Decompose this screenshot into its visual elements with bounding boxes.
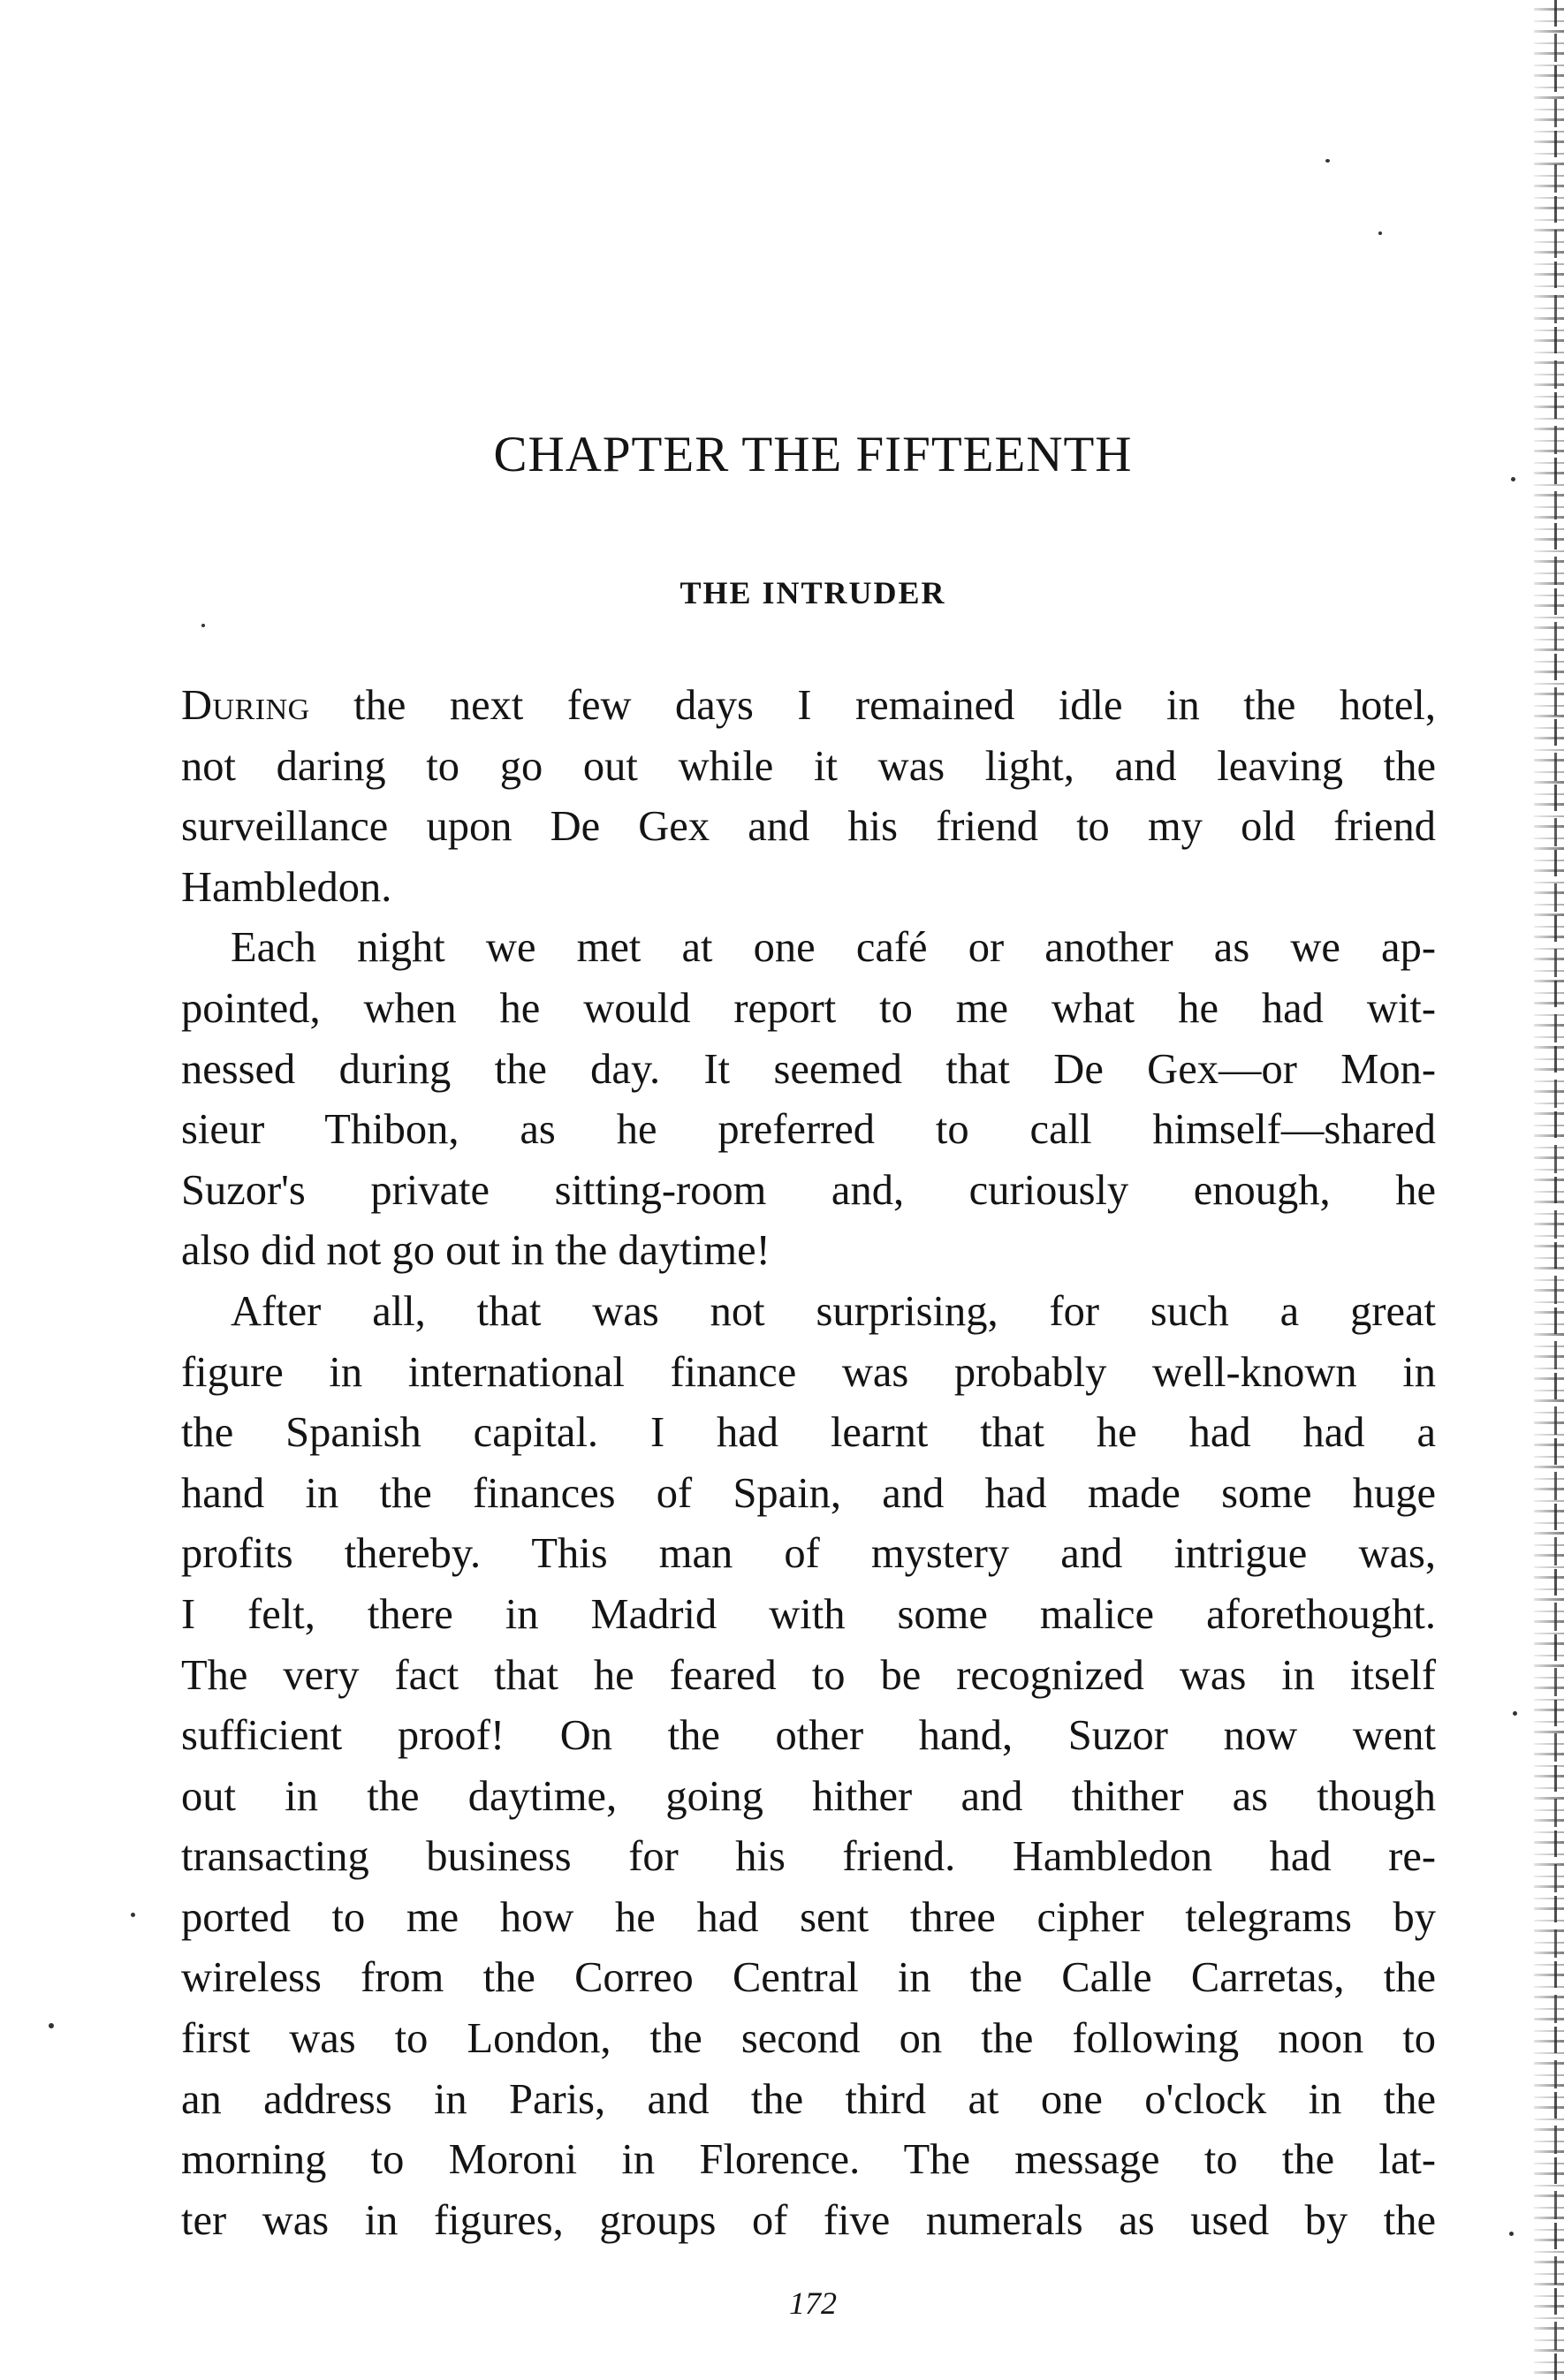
text-line: morning to Moroni in Florence. The message to the lat- — [181, 2136, 1436, 2184]
text-line: profits thereby. This man of mystery and intrigue was, — [181, 1530, 1436, 1578]
scan-speck — [201, 624, 205, 627]
scan-speck — [1509, 2232, 1514, 2236]
text-line: The very fact that he feared to be recognized was in itself — [181, 1651, 1436, 1699]
chapter-body — [181, 676, 1436, 2251]
text-line: ter was in figures, groups of five numerals as used by the — [181, 2196, 1436, 2244]
text-line: sieur Thibon, as he preferred to call himself—shared — [181, 1106, 1436, 1154]
text-line: I felt, there in Madrid with some malice aforethought. — [181, 1590, 1436, 1638]
text-line: sufficient proof! On the other hand, Suzor now went — [181, 1712, 1436, 1760]
text-line: an address in Paris, and the third at one o'clock in the — [181, 2075, 1436, 2123]
text-line — [181, 676, 1436, 737]
text-line: first was to London, the second on the following noon to — [181, 2015, 1436, 2063]
text-line: ported to me how he had sent three cipher telegrams by — [181, 1893, 1436, 1941]
text-line: Hambledon. — [181, 863, 392, 911]
chapter-subtitle: THE INTRUDER — [680, 575, 946, 610]
text-line: nessed during the day. It seemed that De Gex—or Mon- — [181, 1045, 1436, 1093]
text-line: transacting business for his friend. Hambledon had re- — [181, 1833, 1436, 1881]
scan-speck — [1325, 159, 1330, 163]
text-line: also did not go out in the daytime! — [181, 1227, 771, 1275]
scan-speck — [1378, 231, 1382, 235]
text-line: wireless from the Correo Central in the Calle Carretas, the — [181, 1954, 1436, 2002]
text-line-content: the next few days I remained idle in the hotel, — [353, 682, 1437, 729]
binding-shadow — [1554, 0, 1557, 2380]
text-line: not daring to go out while it was light, and leaving the — [181, 742, 1436, 790]
chapter-title: CHAPTER THE FIFTEENTH — [493, 427, 1133, 482]
text-line: Each night we met at one café or another as we ap- — [231, 924, 1436, 972]
text-line: Suzor's private sitting-room and, curiously enough, he — [181, 1166, 1436, 1214]
lead-word: During — [181, 682, 310, 729]
text-line: out in the daytime, going hither and thither as though — [181, 1772, 1436, 1820]
scan-speck — [1513, 1711, 1517, 1716]
text-line: hand in the finances of Spain, and had made some huge — [181, 1469, 1436, 1517]
scan-speck — [49, 2023, 54, 2028]
binding-edge — [1534, 0, 1564, 2380]
text-line: pointed, when he would report to me what he had wit- — [181, 984, 1436, 1032]
text-line: After all, that was not surprising, for such a great — [231, 1287, 1436, 1335]
text-line: the Spanish capital. I had learnt that he had had a — [181, 1409, 1436, 1457]
page-number: 172 — [789, 2285, 837, 2321]
text-line: figure in international finance was probably well-known in — [181, 1348, 1436, 1396]
text-line: surveillance upon De Gex and his friend to my old friend — [181, 803, 1436, 851]
scan-speck — [131, 1913, 135, 1917]
